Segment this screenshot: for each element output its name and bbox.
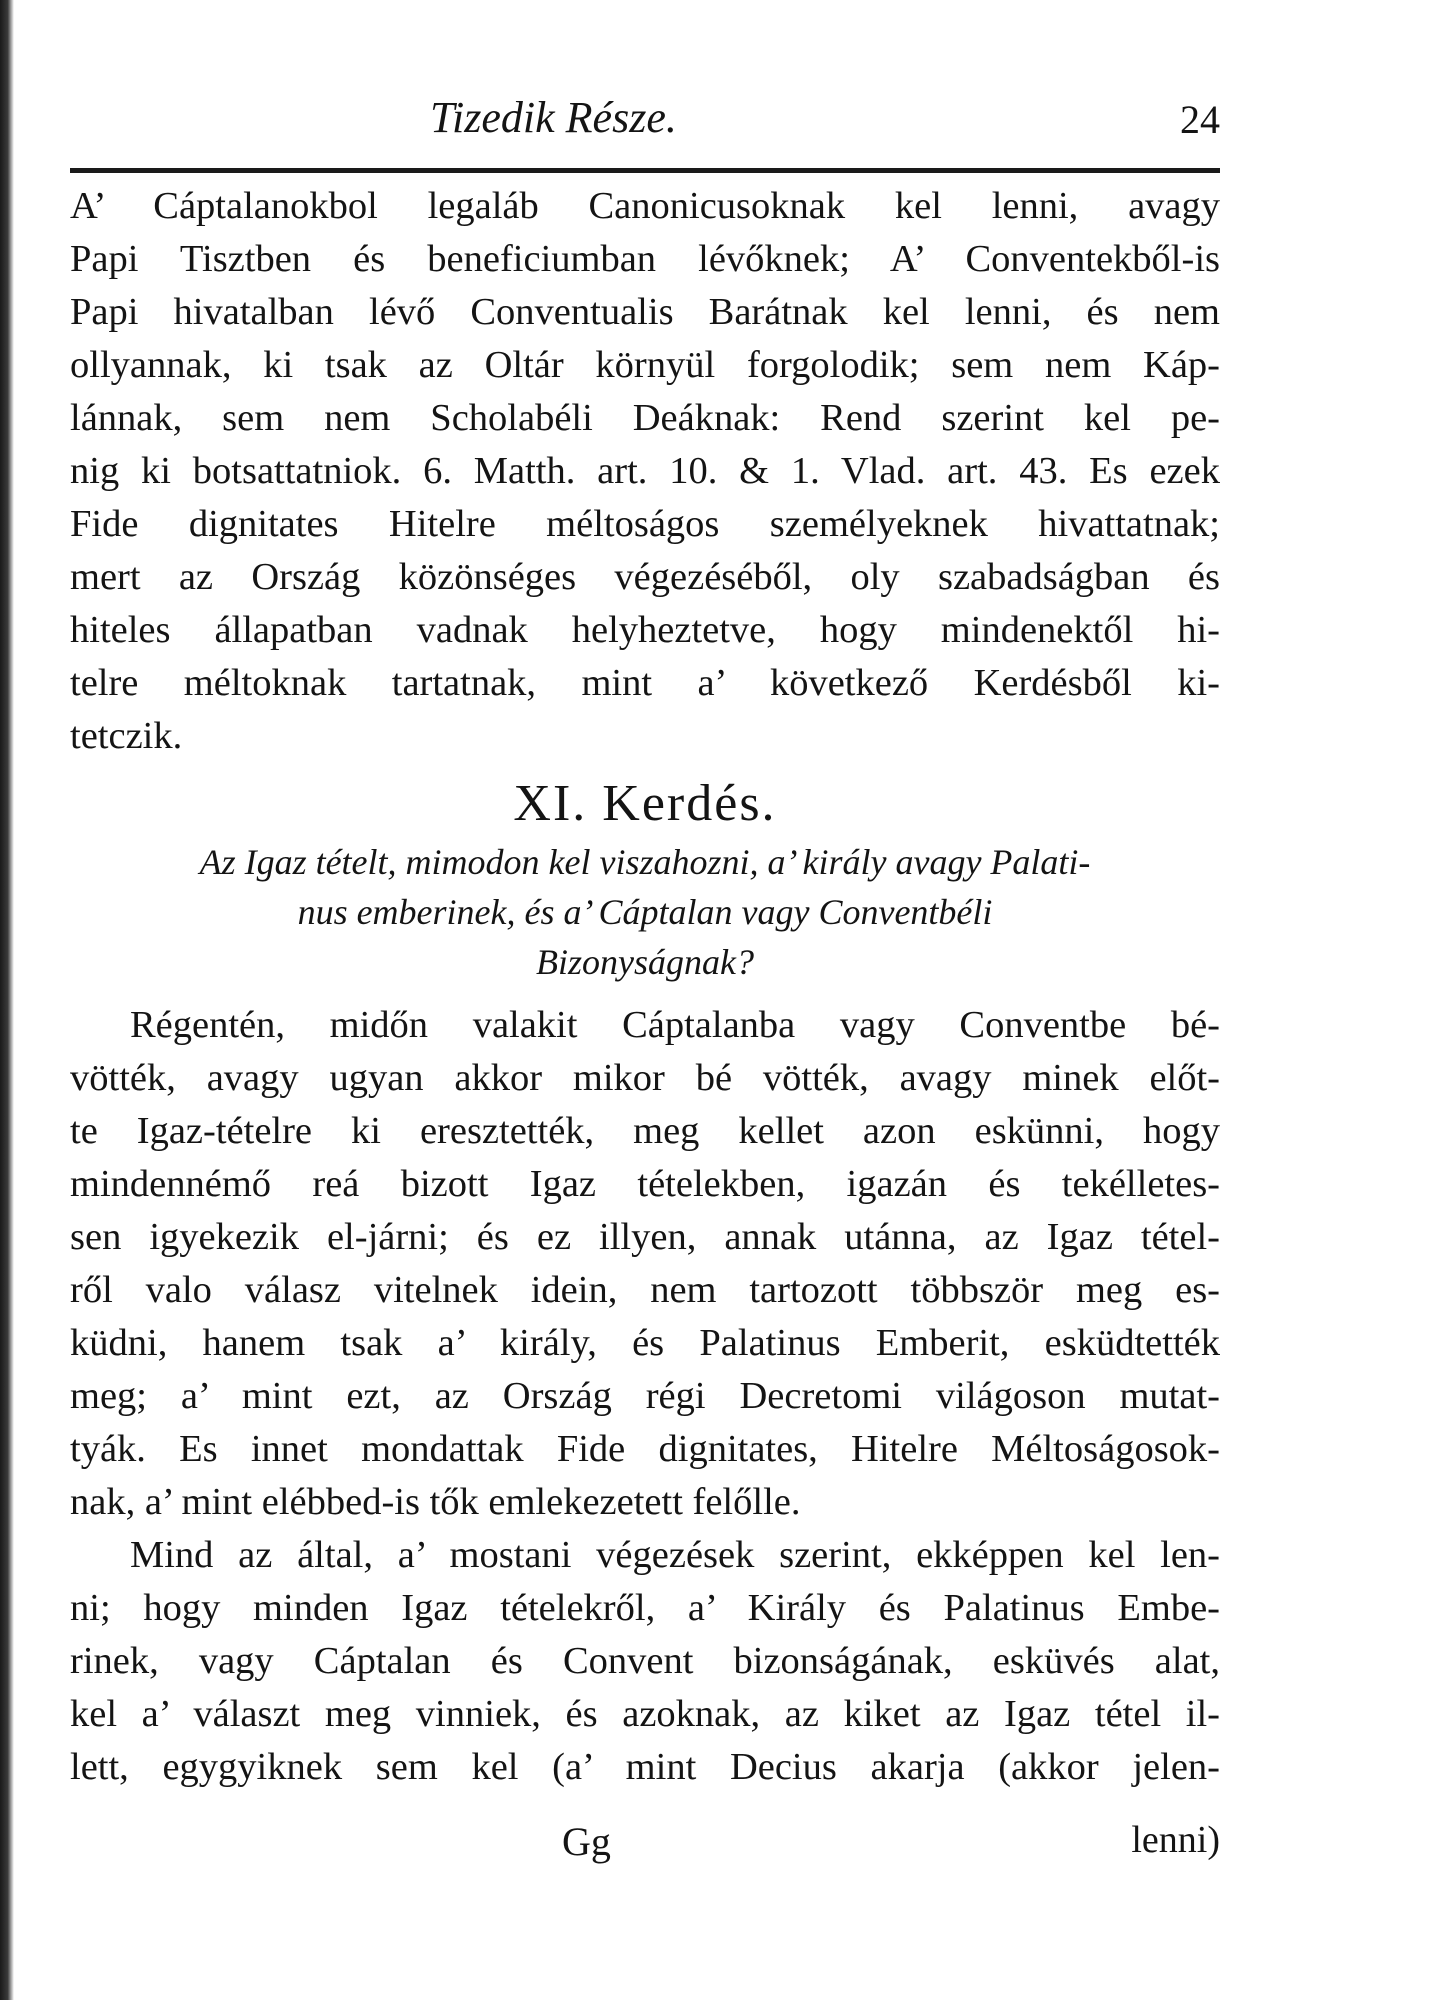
text-line: küdni, hanem tsak a’ király, és Palatinus Emberit, esküdtették (70, 1322, 1220, 1364)
text-line: nak, a’ mint elébbed-is tők emlekezetett felőlle. (70, 1481, 801, 1523)
running-head (70, 88, 1220, 148)
paragraph-3 (70, 1529, 1220, 1794)
text-line: telre méltoknak tartatnak, mint a’ következő Kerdésből ki- (70, 662, 1220, 704)
question-line: Bizonyságnak? (536, 942, 754, 982)
section-heading: XI. Kerdés. (513, 775, 777, 832)
text-line: ni; hogy minden Igaz tételekről, a’ Király és Palatinus Embe- (70, 1587, 1220, 1629)
text-line: lett, egygyiknek sem kel (a’ mint Decius akarja (akkor jelen- (70, 1746, 1220, 1788)
body-text (70, 180, 1220, 1794)
book-page (70, 88, 1220, 1968)
running-title: Tizedik Része. (430, 93, 677, 142)
text-line: vötték, avagy ugyan akkor mikor bé vötték, avagy minek előt- (70, 1057, 1220, 1099)
text-line: Papi Tisztben és beneficiumban lévőknek; A’ Conventekből-is (70, 238, 1220, 280)
text-line: meg; a’ mint ezt, az Ország régi Decretomi világoson mutat- (70, 1375, 1220, 1417)
text-line: Fide dignitates Hitelre méltoságos személyeknek hivattatnak; (70, 503, 1220, 545)
text-line: A’ Cáptalanokbol legaláb Canonicusoknak kel lenni, avagy (70, 185, 1220, 227)
text-line: tyák. Es innet mondattak Fide dignitates, Hitelre Méltoságosok- (70, 1428, 1220, 1470)
page-number: 24 (1180, 97, 1220, 142)
text-line: mindennémő reá bizott Igaz tételekben, igazán és tekélletes- (70, 1163, 1220, 1205)
text-line: ről valo válasz vitelnek idein, nem tartozott többször meg es- (70, 1269, 1220, 1311)
text-line: Papi hivatalban lévő Conventualis Barátnak kel lenni, és nem (70, 291, 1220, 333)
text-line: ollyannak, ki tsak az Oltár környül forgolodik; sem nem Káp- (70, 344, 1220, 386)
signature-mark: Gg (562, 1819, 611, 1864)
text-line: Régentén, midőn valakit Cáptalanba vagy Conventbe bé- (130, 1004, 1220, 1046)
text-line: mert az Ország közönséges végezéséből, oly szabadságban és (70, 556, 1220, 598)
paragraph-1 (70, 180, 1220, 763)
text-line: nig ki botsattatniok. 6. Matth. art. 10. & 1. Vlad. art. 43. Es ezek (70, 450, 1220, 492)
question-line: nus emberinek, és a’ Cáptalan vagy Conventbéli (297, 892, 993, 932)
question-line: Az Igaz tételt, mimodon kel viszahozni, a’ király avagy Palati- (199, 842, 1091, 882)
text-line: rinek, vagy Cáptalan és Convent bizonságának, esküvés alat, (70, 1640, 1220, 1682)
text-line: te Igaz-tételre ki eresztették, meg kellet azon eskünni, hogy (70, 1110, 1220, 1152)
section-question (70, 837, 1220, 987)
text-line: tetczik. (70, 715, 183, 757)
text-line: Mind az által, a’ mostani végezések szerint, ekképpen kel len- (130, 1534, 1220, 1576)
spacer (70, 987, 1220, 999)
header-rule (70, 168, 1220, 173)
scan-binding-edge (0, 0, 14, 2000)
text-line: sen igyekezik el-járni; és ez illyen, annak utánna, az Igaz tétel- (70, 1216, 1220, 1258)
text-line: kel a’ választ meg vinniek, és azoknak, az kiket az Igaz tétel il- (70, 1693, 1220, 1735)
text-line: lánnak, sem nem Scholabéli Deáknak: Rend szerint kel pe- (70, 397, 1220, 439)
catchword: lenni) (1131, 1819, 1220, 1861)
text-line: hiteles állapatban vadnak helyheztetve, hogy mindenektől hi- (70, 609, 1220, 651)
paragraph-2 (70, 999, 1220, 1529)
